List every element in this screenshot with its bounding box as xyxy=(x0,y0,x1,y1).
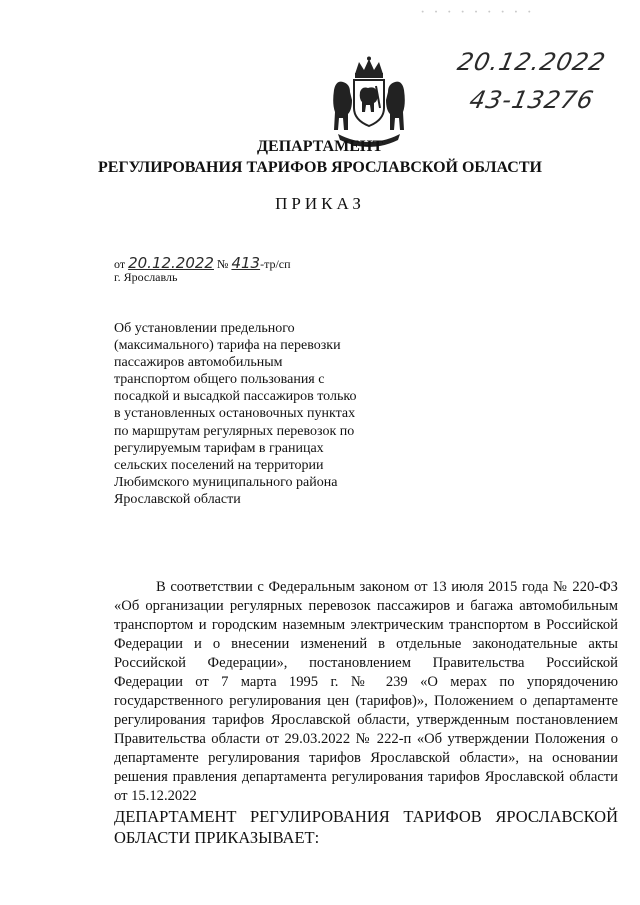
order-number: 413 xyxy=(231,254,261,272)
order-number-sign: № xyxy=(216,257,229,271)
coat-of-arms-emblem xyxy=(330,56,408,148)
department-header-line1: ДЕПАРТАМЕНТ xyxy=(257,138,383,155)
order-body xyxy=(114,578,618,848)
registration-number: 43-13276 xyxy=(467,86,597,114)
order-prefix-ot: от xyxy=(114,257,126,271)
order-date: 20.12.2022 xyxy=(128,254,214,272)
order-subject: Об установлении предельного (максимального) тарифа на перевозки пассажиров автомобильным транспортом общего пользования с посадкой и высадкой пассажиров только в установленных остановочных пунктах по маршрутам регулярных перевозок по регулируемым тарифам в границах сельских поселений на территории Любимского муниципального района Ярославской области xyxy=(114,321,357,507)
department-header-line2: РЕГУЛИРОВАНИЯ ТАРИФОВ ЯРОСЛАВСКОЙ ОБЛАСТИ xyxy=(98,159,542,176)
order-clause-line1: ДЕПАРТАМЕНТ РЕГУЛИРОВАНИЯ ТАРИФОВ ЯРОСЛАВСКОЙ xyxy=(114,807,618,826)
order-number-suffix: -тр/сп xyxy=(260,257,291,271)
faint-stamp: · · · · · · · · · xyxy=(420,4,534,21)
registration-date: 20.12.2022 xyxy=(455,48,609,76)
document-title: ПРИКАЗ xyxy=(275,194,365,213)
order-city: г. Ярославль xyxy=(114,270,178,284)
order-clause-line2: ОБЛАСТИ ПРИКАЗЫВАЕТ: xyxy=(114,828,320,847)
preamble-paragraph: В соответствии с Федеральным законом от 13 июля 2015 года № 220-ФЗ «Об организации регулярных перевозок пассажиров и багажа автомобильным транспортом и городским наземным электрическим транспортом в Российской Федерации и о внесении изменений в отдельные законодательные акты Российской Федерации», постановлением Правительства Российской Федерации от 7 марта 1995 г. № 239 «О мерах по упорядочению государственного регулирования цен (тарифов)», Положением о департаменте регулирования тарифов Ярославской области, утвержденным постановлением Правительства области от 29.03.2022 № 222-п «Об утверждении Положения о департаменте регулирования тарифов Ярославской области», на основании решения правления департамента регулирования тарифов Ярославской области от 15.12.2022 xyxy=(114,579,618,804)
